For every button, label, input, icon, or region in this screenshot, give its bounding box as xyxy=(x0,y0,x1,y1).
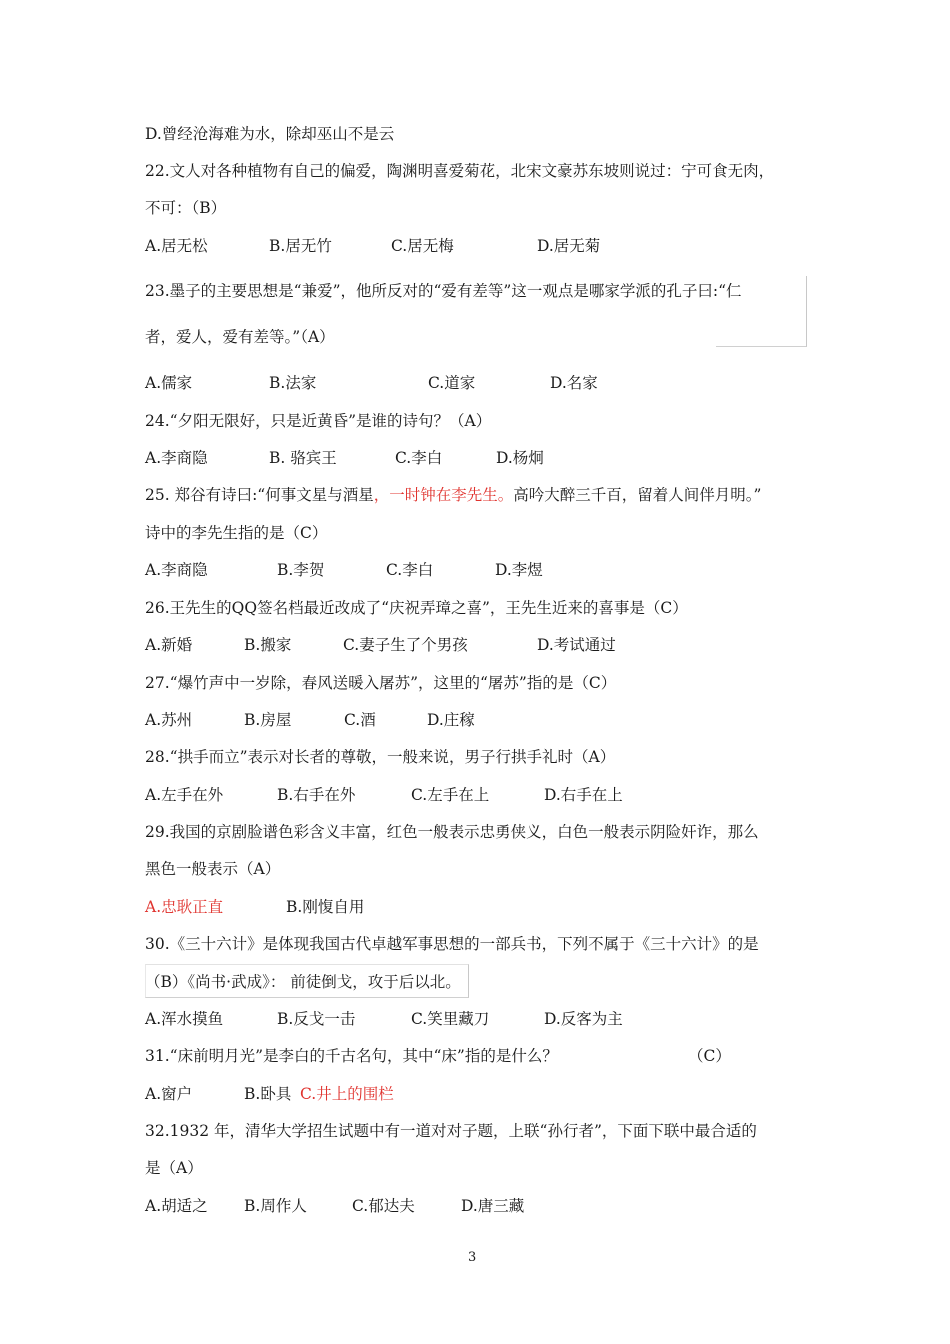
q31-stem-text: 31.“床前明月光”是李白的千古名句，其中“床”指的是什么？ xyxy=(145,1047,558,1065)
q23-annotation-part1: 孔子曰:“仁 xyxy=(666,282,742,300)
q22-option-a: A.居无松 xyxy=(145,237,208,255)
q25-stem-line2: 诗中的李先生指的是（C） xyxy=(145,524,328,542)
q27-option-c: C.酒 xyxy=(344,711,376,729)
q29-option-a: A.忠耿正直 xyxy=(145,898,224,916)
q28-stem: 28.“拱手而立”表示对长者的尊敬，一般来说，男子行拱手礼时（A） xyxy=(145,748,616,766)
q31-option-b: B.卧具 xyxy=(244,1085,292,1103)
q31-answer: （C） xyxy=(688,1047,731,1065)
q24-option-c: C.李白 xyxy=(395,449,443,467)
q29-stem-line1: 29.我国的京剧脸谱色彩含义丰富，红色一般表示忠勇侠义，白色一般表示阴险奸诈，那么 xyxy=(145,823,759,841)
q30-option-b: B.反戈一击 xyxy=(277,1010,356,1028)
q24-option-d: D.杨炯 xyxy=(496,449,544,467)
q25-stem-highlight: ，一时钟在李先生。 xyxy=(373,486,514,504)
q22-options xyxy=(145,235,845,257)
q28-options xyxy=(145,784,845,806)
q30-option-d: D.反客为主 xyxy=(544,1010,623,1028)
q32-option-c: C.郁达夫 xyxy=(352,1197,415,1215)
q23-answer: （A） xyxy=(300,328,335,346)
q30-options xyxy=(145,1008,845,1030)
q31-stem xyxy=(145,1045,845,1067)
q22-stem-line1: 22.文人对各种植物有自己的偏爱，陶渊明喜爱菊花，北宋文豪苏东坡则说过：宁可食无肉， xyxy=(145,162,775,180)
q23-stem-line1 xyxy=(145,280,742,302)
q23-option-c: C.道家 xyxy=(428,374,476,392)
q22-stem-line2: 不可：（B） xyxy=(145,199,227,217)
q32-option-b: B.周作人 xyxy=(244,1197,307,1215)
q24-stem: 24.“夕阳无限好，只是近黄昏”是谁的诗句？（A） xyxy=(145,412,492,430)
q30-option-c: C.笑里藏刀 xyxy=(411,1010,490,1028)
q28-option-a: A.左手在外 xyxy=(145,786,224,804)
q26-options xyxy=(145,634,845,656)
q29-stem-line2: 黑色一般表示（A） xyxy=(145,860,281,878)
q27-stem: 27.“爆竹声中一岁除，春风送暖入屠苏”，这里的“屠苏”指的是（C） xyxy=(145,674,617,692)
q27-option-a: A.苏州 xyxy=(145,711,193,729)
q28-option-d: D.右手在上 xyxy=(544,786,623,804)
q31-option-a: A.窗户 xyxy=(145,1085,193,1103)
q25-stem-line1 xyxy=(145,484,761,506)
q23-stem-text: 23.墨子的主要思想是“兼爱”，他所反对的“爱有差等”这一观点是哪家学派的 xyxy=(145,282,667,300)
q31-options xyxy=(145,1083,845,1105)
q30-answer: （B） xyxy=(145,973,188,991)
page-number: 3 xyxy=(468,1250,477,1265)
q25-option-a: A.李商隐 xyxy=(145,561,208,579)
q24-option-a: A.李商隐 xyxy=(145,449,208,467)
q32-option-d: D.唐三藏 xyxy=(461,1197,525,1215)
q21-option-d: D.曾经沧海难为水，除却巫山不是云 xyxy=(145,125,395,143)
q26-option-a: A.新婚 xyxy=(145,636,193,654)
q29-options xyxy=(145,896,845,918)
q22-option-d: D.居无菊 xyxy=(537,237,601,255)
q25-option-b: B.李贺 xyxy=(277,561,325,579)
q23-stem-line2 xyxy=(145,326,335,348)
q26-option-c: C.妻子生了个男孩 xyxy=(343,636,468,654)
q32-stem-line2: 是（A） xyxy=(145,1159,203,1177)
q27-options xyxy=(145,709,845,731)
q24-option-b: B. 骆宾王 xyxy=(269,449,337,467)
q26-option-b: B.搬家 xyxy=(244,636,292,654)
q30-stem-line2 xyxy=(145,971,461,993)
q23-option-d: D.名家 xyxy=(550,374,598,392)
q32-options xyxy=(145,1195,845,1217)
q30-option-a: A.浑水摸鱼 xyxy=(145,1010,224,1028)
q27-option-b: B.房屋 xyxy=(244,711,292,729)
q22-option-b: B.居无竹 xyxy=(269,237,332,255)
q25-stem-part1: 25. 郑谷有诗曰:“何事文星与酒星 xyxy=(145,486,374,504)
q24-options xyxy=(145,447,845,469)
q25-stem-part2: 高吟大醉三千百，留着人间伴月明。” xyxy=(513,486,762,504)
q26-option-d: D.考试通过 xyxy=(537,636,616,654)
q27-option-d: D.庄稼 xyxy=(427,711,475,729)
q28-option-c: C.左手在上 xyxy=(411,786,490,804)
q32-stem-line1: 32.1932 年，清华大学招生试题中有一道对对子题，上联“孙行者”，下面下联中最合适的 xyxy=(145,1122,757,1140)
q32-option-a: A.胡适之 xyxy=(145,1197,208,1215)
q25-option-c: C.李白 xyxy=(386,561,434,579)
q22-option-c: C.居无梅 xyxy=(391,237,454,255)
q23-annotation-part2: 者，爱人，爱有差等。” xyxy=(145,328,301,346)
q23-option-b: B.法家 xyxy=(269,374,317,392)
q29-option-b: B.刚愎自用 xyxy=(286,898,365,916)
q23-options xyxy=(145,372,845,394)
q30-stem-line1: 30.《三十六计》是体现我国古代卓越军事思想的一部兵书，下列不属于《三十六计》的是 xyxy=(145,935,759,953)
q26-stem: 26.王先生的QQ签名档最近改成了“庆祝弄璋之喜”，王先生近来的喜事是（C） xyxy=(145,599,688,617)
q28-option-b: B.右手在外 xyxy=(277,786,356,804)
q31-option-c: C.井上的围栏 xyxy=(300,1085,394,1103)
q25-option-d: D.李煜 xyxy=(495,561,543,579)
q25-options xyxy=(145,559,845,581)
q23-option-a: A.儒家 xyxy=(145,374,193,392)
q30-annotation: 《尚书·武成》： 前徒倒戈，攻于后以北。 xyxy=(187,973,461,991)
